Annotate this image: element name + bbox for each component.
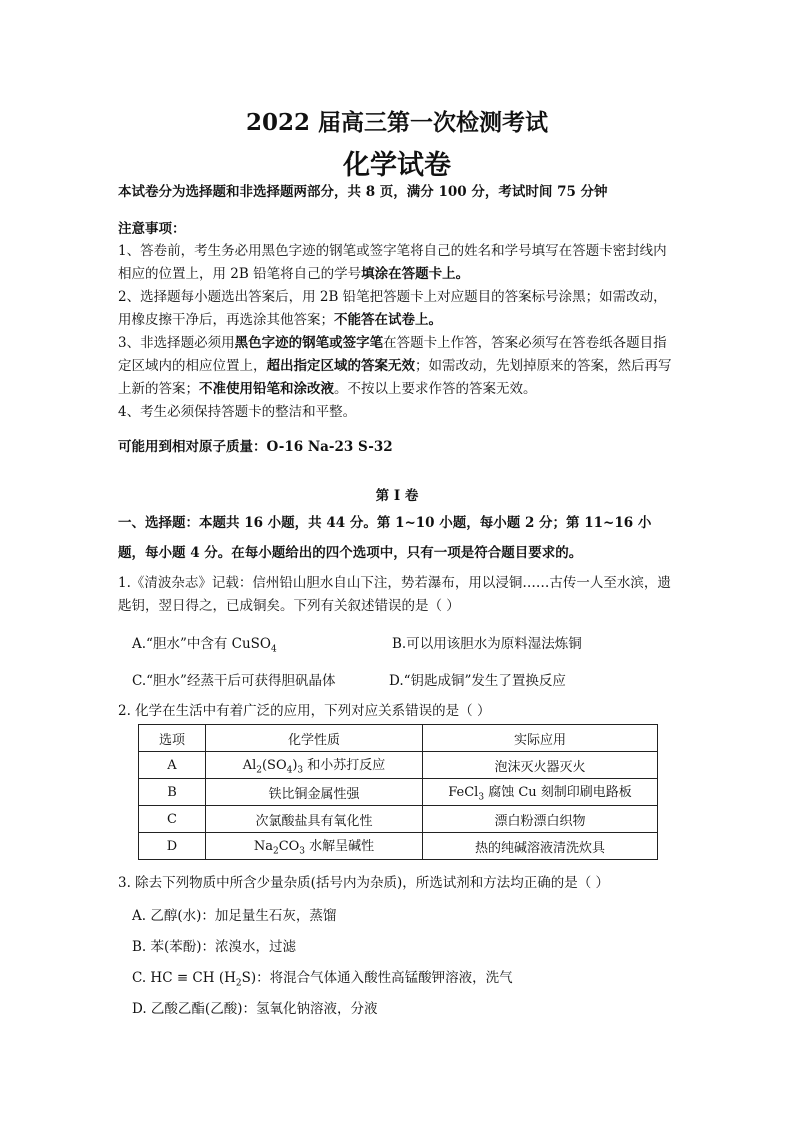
note-2 bbox=[118, 286, 678, 332]
row-option: C bbox=[139, 806, 206, 833]
volume-heading: 第 I 卷 bbox=[375, 488, 419, 504]
formula-part: ) bbox=[292, 758, 298, 774]
row-application: 热的纯碱溶液清洗炊具 bbox=[423, 833, 658, 860]
row-application bbox=[423, 779, 658, 806]
note-3-text-d: 。不按以上要求作答的答案无效。 bbox=[334, 381, 537, 397]
note-3-text-a: 3、非选择题必须用 bbox=[118, 335, 235, 351]
table-row bbox=[139, 779, 658, 806]
question-1-option-d: D.“钥匙成铜”发生了置换反应 bbox=[389, 673, 566, 689]
application-text: 腐蚀 Cu 刻制印刷电路板 bbox=[484, 785, 632, 801]
formula-subscript: 2 bbox=[256, 765, 262, 776]
note-1 bbox=[118, 240, 678, 286]
row-option: B bbox=[139, 779, 206, 806]
header-property: 化学性质 bbox=[206, 725, 423, 752]
exam-title: 2022 届高三第一次检测考试 bbox=[245, 109, 549, 136]
header-application: 实际应用 bbox=[423, 725, 658, 752]
question-3-option-c bbox=[132, 966, 513, 989]
row-property bbox=[206, 833, 423, 860]
note-3-emph-b: 超出指定区域的答案无效 bbox=[266, 358, 415, 374]
header-option: 选项 bbox=[139, 725, 206, 752]
note-1-emph: 填涂在答题卡上。 bbox=[361, 266, 470, 282]
note-3-text-b: 在答题卡上作答，答案必须写在答卷纸各题目指定区域内的相应位置上， bbox=[118, 335, 667, 374]
question-3-option-b: B. 苯(苯酚)：浓溴水，过滤 bbox=[132, 939, 297, 955]
note-1-text: 1、答卷前，考生务必用黑色字迹的钢笔或签字笔将自己的姓名和学号填写在答题卡密封线内相应的位置上，用 2B 铅笔将自己的学号 bbox=[118, 243, 667, 282]
formula-part: FeCl bbox=[448, 785, 479, 801]
formula-subscript: 3 bbox=[299, 846, 306, 857]
note-3-emph-c: 不准使用铅笔和涂改液 bbox=[199, 381, 334, 397]
note-2-text: 2、选择题每小题选出答案后，用 2B 铅笔把答题卡上对应题目的答案标号涂黑；如需改动，用橡皮擦干净后，再选涂其他答案； bbox=[118, 289, 667, 328]
note-3-text-c: ；如需改动，先划掉原来的答案，然后再写上新的答案； bbox=[118, 358, 672, 397]
notes-list bbox=[118, 240, 678, 424]
table-row bbox=[139, 806, 658, 833]
formula-part: Al bbox=[242, 758, 257, 774]
note-3 bbox=[118, 332, 678, 401]
formula-part: (SO bbox=[261, 758, 287, 774]
row-property: 铁比铜金属性强 bbox=[206, 779, 423, 806]
table-header-row bbox=[139, 725, 658, 752]
question-2-table bbox=[138, 724, 658, 860]
subject-title: 化学试卷 bbox=[343, 150, 451, 181]
formula-subscript: 4 bbox=[286, 765, 293, 776]
row-property bbox=[206, 752, 423, 779]
question-1-option-a bbox=[132, 632, 277, 655]
atomic-mass-line: 可能用到相对原子质量：O-16 Na-23 S-32 bbox=[118, 439, 393, 455]
question-1-option-b: B.可以用该胆水为原料湿法炼铜 bbox=[392, 636, 582, 652]
question-1-option-c: C.“胆水”经蒸干后可获得胆矾晶体 bbox=[132, 673, 336, 689]
exam-intro: 本试卷分为选择题和非选择题两部分，共 8 页，满分 100 分，考试时间 75 分钟 bbox=[118, 184, 608, 200]
question-3-stem: 3. 除去下列物质中所含少量杂质(括号内为杂质)，所选试剂和方法均正确的是（ ） bbox=[118, 875, 609, 891]
formula-subscript: 3 bbox=[297, 765, 304, 776]
section-1-heading: 一、选择题：本题共 16 小题，共 44 分。第 1~10 小题，每小题 2 分；第 11~16 小题，每小题 4 分。在每小题给出的四个选项中，只有一项是符合题目要求的。 bbox=[118, 515, 652, 561]
formula-subscript: 2 bbox=[272, 846, 279, 857]
formula-part: Na bbox=[253, 839, 273, 855]
note-2-emph: 不能答在试卷上。 bbox=[334, 312, 442, 328]
question-2-stem: 2. 化学在生活中有着广泛的应用，下列对应关系错误的是（ ） bbox=[118, 703, 491, 719]
option-a-text: A.“胆水”中含有 CuSO bbox=[132, 636, 271, 652]
option-c-text-rest: S)：将混合气体通入酸性高锰酸钾溶液，洗气 bbox=[241, 970, 513, 986]
formula-part: CO bbox=[278, 839, 300, 855]
question-3-option-a: A. 乙醇(水)：加足量生石灰，蒸馏 bbox=[132, 908, 337, 924]
row-option: D bbox=[139, 833, 206, 860]
note-4: 4、考生必须保持答题卡的整洁和平整。 bbox=[118, 404, 357, 420]
option-a-subscript: 4 bbox=[270, 644, 277, 655]
row-property: 次氯酸盐具有氧化性 bbox=[206, 806, 423, 833]
row-application: 漂白粉漂白织物 bbox=[423, 806, 658, 833]
property-text: 水解呈碱性 bbox=[305, 839, 375, 855]
option-c-text: C. HC ≡ CH (H bbox=[132, 970, 236, 986]
notes-heading: 注意事项： bbox=[118, 221, 186, 237]
question-3-option-d: D. 乙酸乙酯(乙酸)：氢氧化钠溶液，分液 bbox=[132, 1001, 378, 1017]
property-text: 和小苏打反应 bbox=[303, 758, 386, 774]
question-1-stem: 1.《清波杂志》记载：信州铅山胆水自山下注，势若瀑布，用以浸铜……古传一人至水滨，遗匙钥，翌日得之，已成铜矣。下列有关叙述错误的是（ ） bbox=[118, 575, 671, 614]
table-row bbox=[139, 752, 658, 779]
table-row bbox=[139, 833, 658, 860]
row-application: 泡沫灭火器灭火 bbox=[423, 752, 658, 779]
option-c-subscript: 2 bbox=[235, 978, 242, 989]
note-3-emph-a: 黑色字迹的钢笔或签字笔 bbox=[234, 335, 384, 351]
formula-subscript: 3 bbox=[478, 792, 485, 803]
row-option: A bbox=[139, 752, 206, 779]
